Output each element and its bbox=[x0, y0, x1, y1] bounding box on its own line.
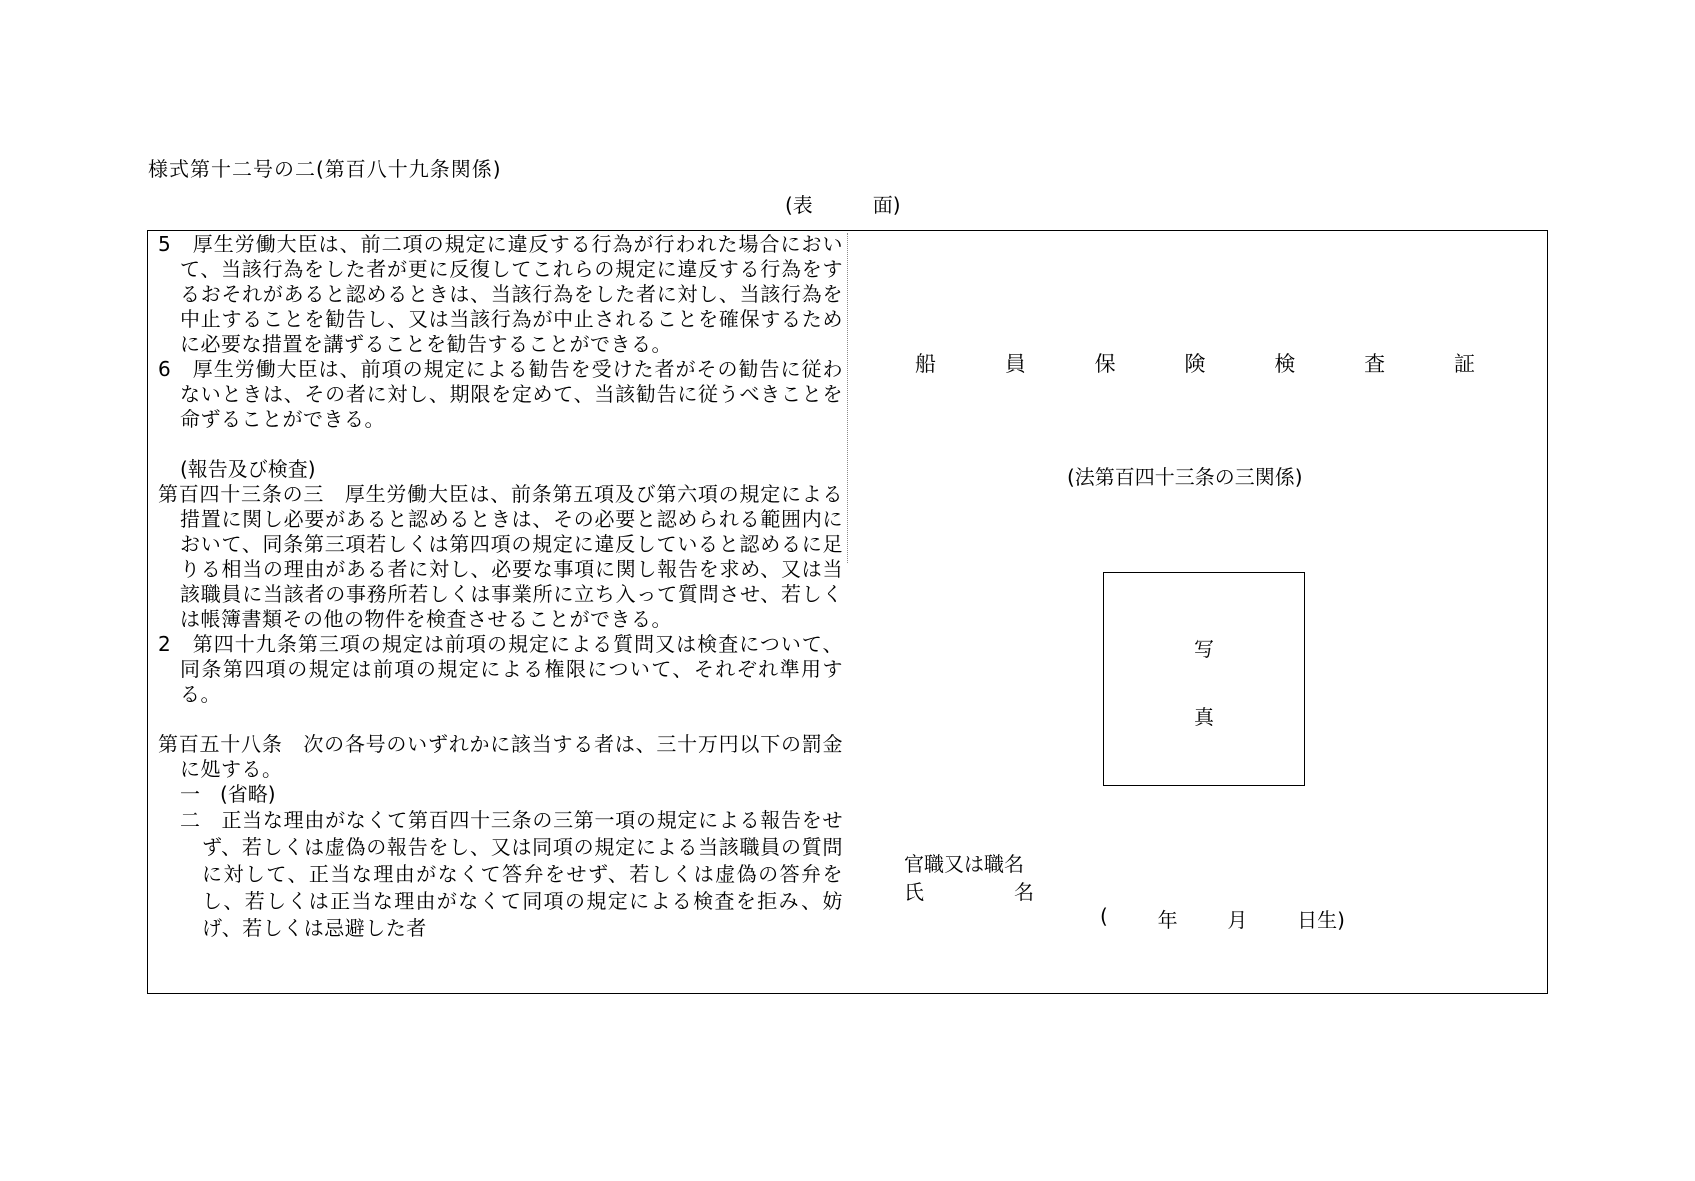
form-title: 様式第十二号の二(第百八十九条関係) bbox=[148, 157, 502, 181]
law-reference: (法第百四十三条の三関係) bbox=[1067, 465, 1303, 489]
title-char: 証 bbox=[1453, 352, 1475, 376]
article-158-item-2: 二 正当な理由がなくて第百四十三条の三第一項の規定による報告をせず、若しくは虚偽の報告をし、又は同項の規定による当該職員の質問に対して、正当な理由がなくて答弁をせず、若しくは虚偽の答弁をし、若しくは正当な理由がなくて同項の規定による検査を拒み、妨げ、若しくは忌避した者 bbox=[180, 808, 843, 940]
photo-box bbox=[1103, 572, 1305, 786]
title-char: 船 bbox=[915, 352, 936, 376]
title-char: 検 bbox=[1274, 352, 1296, 376]
title-char: 査 bbox=[1364, 352, 1386, 376]
birth-date-part: 年 bbox=[1157, 908, 1178, 932]
fold-divider bbox=[847, 233, 848, 563]
photo-label-char: 写 bbox=[1194, 637, 1214, 661]
certificate-title bbox=[915, 348, 1475, 378]
article-143-3-paragraph-2: 2 第四十九条第三項の規定は前項の規定による質問又は検査について、同条第四項の規定は前項の規定による権限について、それぞれ準用する。 bbox=[158, 632, 843, 706]
birth-date-label bbox=[1100, 904, 1345, 933]
official-position-label: 官職又は職名 bbox=[904, 852, 1024, 876]
article-158: 第百五十八条 次の各号のいずれかに該当する者は、三十万円以下の罰金に処する。 bbox=[158, 732, 843, 781]
article-143-3-paragraph-1: 第百四十三条の三 厚生労働大臣は、前条第五項及び第六項の規定による措置に関し必要があると認めるときは、その必要と認められる範囲内において、同条第三項若しくは第四項の規定に違反していると認めるに足りる相当の理由がある者に対し、必要な事項に関し報告を求め、又は当該職員に当該者の事務所若しくは事業所に立ち入って質問させ、若しくは帳簿書類その他の物件を検査させることができる。 bbox=[158, 482, 843, 631]
article-158-item-1: 一 (省略) bbox=[180, 782, 276, 806]
face-label: (表 面) bbox=[785, 193, 901, 217]
birth-date-part: 日生) bbox=[1297, 908, 1345, 932]
title-char: 険 bbox=[1184, 352, 1206, 376]
spacer bbox=[158, 707, 843, 732]
name-label-char: 氏 bbox=[904, 880, 924, 904]
paragraph-5: 5 厚生労働大臣は、前二項の規定に違反する行為が行われた場合において、当該行為をした者が更に反復してこれらの規定に違反する行為をするおそれがあると認めるときは、当該行為をした者に対し、当該行為を中止することを勧告し、又は当該行為が中止されることを確保するために必要な措置を講ずることを勧告することができる。 bbox=[158, 232, 843, 356]
title-char: 員 bbox=[1004, 352, 1026, 376]
paragraph-6: 6 厚生労働大臣は、前項の規定による勧告を受けた者がその勧告に従わないときは、その者に対し、期限を定めて、当該勧告に従うべきことを命ずることができる。 bbox=[158, 357, 843, 431]
birth-date-part: 月 bbox=[1227, 908, 1248, 932]
birth-date-part: ( bbox=[1100, 904, 1108, 928]
title-char: 保 bbox=[1094, 352, 1116, 376]
name-label bbox=[904, 876, 1034, 905]
law-excerpt-panel bbox=[158, 232, 843, 942]
name-label-char: 名 bbox=[1014, 880, 1034, 904]
section-heading: (報告及び検査) bbox=[180, 457, 316, 481]
photo-label-char: 真 bbox=[1194, 705, 1214, 729]
